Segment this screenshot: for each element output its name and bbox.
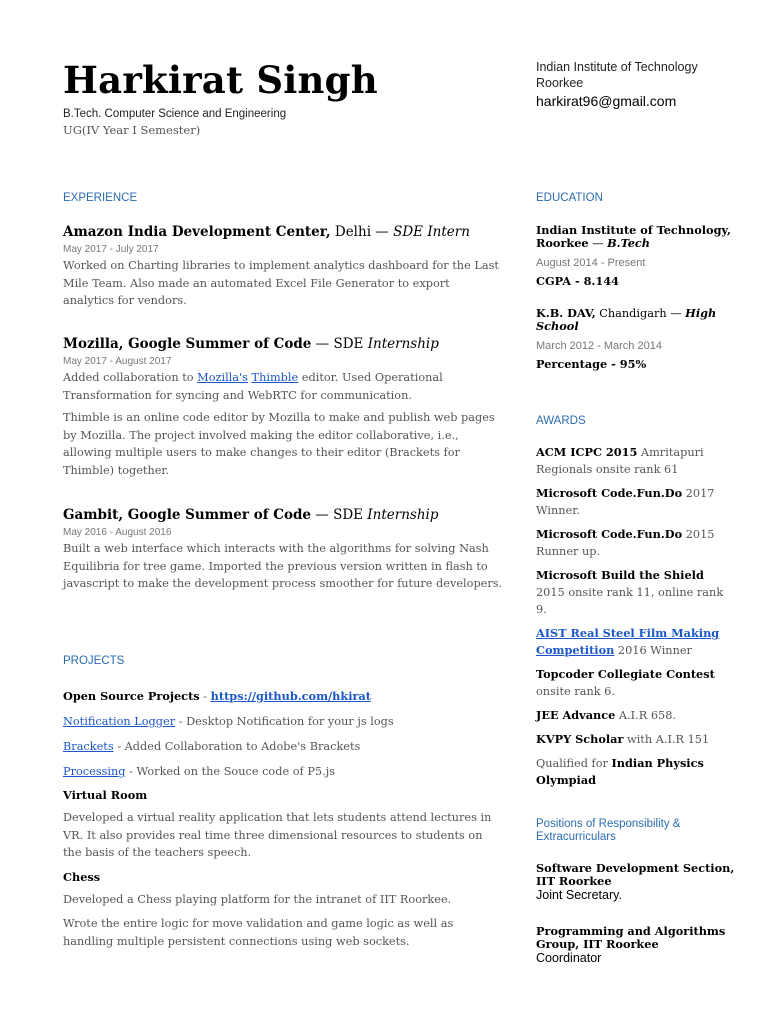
position-role: Coordinator (536, 951, 602, 965)
award-item (536, 731, 736, 748)
job-title (63, 335, 503, 353)
award-item (536, 444, 736, 478)
candidate-name: Harkirat Singh (63, 58, 378, 102)
award-item (536, 526, 736, 560)
positions-heading: Positions of Responsibility & Extracurriculars (536, 818, 681, 843)
project-desc: - Worked on the Souce code of P5.js (125, 765, 335, 778)
position-title: Programming and Algorithms Group, IIT Roorkee (536, 924, 726, 951)
award-detail: 2015 Runner up. (536, 528, 715, 558)
job-date: May 2016 - August 2016 (63, 527, 172, 538)
job-org: Amazon India Development Center, (63, 224, 331, 240)
edu-place: Chandigarh (595, 307, 667, 320)
experience-entry-amazon (63, 223, 503, 310)
award-item (536, 707, 736, 724)
edu-date: March 2012 - March 2014 (536, 340, 662, 352)
award-detail: 2015 onsite rank 11, online rank 9. (536, 586, 724, 616)
edu-degree: B.Tech (607, 236, 650, 250)
experience-entry-gambit (63, 506, 503, 593)
job-role: Internship (367, 336, 439, 352)
sep: - (199, 690, 211, 703)
award-detail: 2017 Winner. (536, 487, 715, 517)
award-name: ACM ICPC 2015 (536, 445, 638, 459)
award-name: Microsoft Code.Fun.Do (536, 486, 683, 500)
award-detail: 2016 Winner (614, 644, 692, 657)
awards-heading: AWARDS (536, 415, 586, 427)
education-entry-iitr (536, 224, 736, 288)
projects-block (63, 688, 503, 950)
award-item (536, 625, 736, 659)
position-entry (536, 925, 736, 965)
award-name: JEE Advance (536, 708, 616, 722)
open-source-label: Open Source Projects (63, 689, 200, 703)
project-desc-vr: Developed a virtual reality application that lets students attend lectures in VR. It also provides real time three dimensional resources to students on the basis of the teachers speech. (63, 811, 492, 859)
project-item (63, 738, 503, 755)
projects-heading: PROJECTS (63, 655, 125, 667)
education-heading: EDUCATION (536, 192, 603, 204)
aist-link[interactable]: AIST Real Steel Film Making Competition (536, 626, 720, 657)
score-label: CGPA (536, 274, 572, 288)
project-title-chess: Chess (63, 869, 101, 884)
job-date: May 2017 - July 2017 (63, 244, 159, 255)
award-detail: onsite rank 6. (536, 685, 615, 698)
experience-entry-mozilla (63, 335, 503, 479)
edu-school: K.B. DAV, (536, 306, 596, 320)
award-item (536, 755, 736, 789)
job-org: Mozilla, Google Summer of Code (63, 336, 312, 352)
job-title (63, 506, 503, 524)
job-date: May 2017 - August 2017 (63, 356, 172, 367)
edu-score (536, 274, 736, 288)
education-entry-kbdav (536, 307, 736, 371)
job-place: Delhi (330, 224, 372, 240)
institute-name: Indian Institute of Technology Roorkee (536, 60, 698, 90)
award-name: Topcoder Collegiate Contest (536, 667, 715, 681)
position-title: Software Development Section, IIT Roorkee (536, 861, 735, 888)
project-item (63, 763, 503, 780)
email-address[interactable]: harkirat96@gmail.com (536, 93, 677, 109)
award-item (536, 567, 736, 618)
score-label: Percentage (536, 357, 608, 371)
edu-title (536, 224, 736, 250)
edu-title (536, 307, 736, 333)
award-name: Microsoft Code.Fun.Do (536, 527, 683, 541)
score-value: - 8.144 (571, 274, 620, 288)
job-description: Built a web interface which interacts with the algorithms for solving Nash Equilibria for tree game. Imported the previous version written in flash to javascript to make the development process smoother for future developers. (63, 542, 503, 590)
position-role: Joint Secretary. (536, 888, 622, 902)
job-description: Worked on Charting libraries to implement analytics dashboard for the Last Mile Team. Also made an automated Excel File Generator to export analytics for vendors. (63, 259, 499, 307)
github-link[interactable]: https://github.com/hkirat (210, 689, 371, 703)
mozilla-link[interactable]: Mozilla's (197, 371, 248, 384)
award-name: Indian Physics Olympiad (536, 756, 704, 787)
award-prefix: Qualified for (536, 757, 612, 770)
job-org: Gambit, Google Summer of Code (63, 507, 311, 523)
project-desc: - Added Collaboration to Adobe's Brackets (113, 740, 361, 753)
award-detail: Amritapuri Regionals onsite rank 61 (536, 446, 704, 476)
notification-logger-link[interactable]: Notification Logger (63, 715, 176, 728)
project-item (63, 713, 503, 730)
edu-score (536, 357, 736, 371)
job-role-prefix: SDE (333, 336, 368, 352)
project-title-vr: Virtual Room (63, 788, 148, 802)
job-role: Internship (367, 507, 439, 523)
award-detail: A.I.R 658. (615, 709, 676, 722)
award-detail: with A.I.R 151 (623, 733, 710, 746)
award-item (536, 485, 736, 519)
edu-date: August 2014 - Present (536, 257, 646, 269)
job-role: SDE Intern (393, 224, 470, 240)
degree-line: B.Tech. Computer Science and Engineering (63, 108, 287, 120)
brackets-link[interactable]: Brackets (63, 740, 114, 753)
job-sep: — (310, 507, 334, 523)
job-description (63, 369, 503, 404)
desc-text: Added collaboration to (63, 371, 198, 384)
job-sep: — (371, 224, 394, 240)
award-name: Microsoft Build the Shield (536, 568, 704, 582)
open-source-line (63, 688, 503, 705)
job-description-extra: Thimble is an online code editor by Mozilla to make and publish web pages by Mozilla. The project involved making the editor collaborative, i.e., allowing multiple users to make changes to their editor (Brackets for Thimble) together. (63, 411, 495, 477)
sep: — (666, 307, 686, 320)
sep: — (588, 237, 608, 250)
position-entry (536, 862, 736, 902)
job-title (63, 223, 503, 241)
award-item (536, 666, 736, 700)
processing-link[interactable]: Processing (63, 765, 126, 778)
edu-degree: High School (536, 306, 717, 333)
project-desc-chess: Developed a Chess playing platform for the intranet of IIT Roorkee. (63, 892, 452, 906)
project-desc: - Desktop Notification for your js logs (175, 715, 394, 728)
awards-list (536, 444, 736, 789)
score-value: - 95% (607, 357, 647, 371)
award-name: KVPY Scholar (536, 732, 624, 746)
thimble-link[interactable]: Thimble (251, 371, 299, 384)
experience-heading: EXPERIENCE (63, 192, 138, 204)
job-sep: — (311, 336, 334, 352)
project-desc-chess-extra: Wrote the entire logic for move validation and game logic as well as handling multiple persistent connections using web sockets. (63, 917, 454, 948)
job-role-prefix: SDE (333, 507, 368, 523)
edu-school: Indian Institute of Technology, Roorkee (536, 223, 731, 250)
desc-text: editor. Used Operational Transformation for syncing and WebRTC for communication. (63, 371, 443, 402)
standing-line: UG(IV Year I Semester) (63, 123, 201, 137)
